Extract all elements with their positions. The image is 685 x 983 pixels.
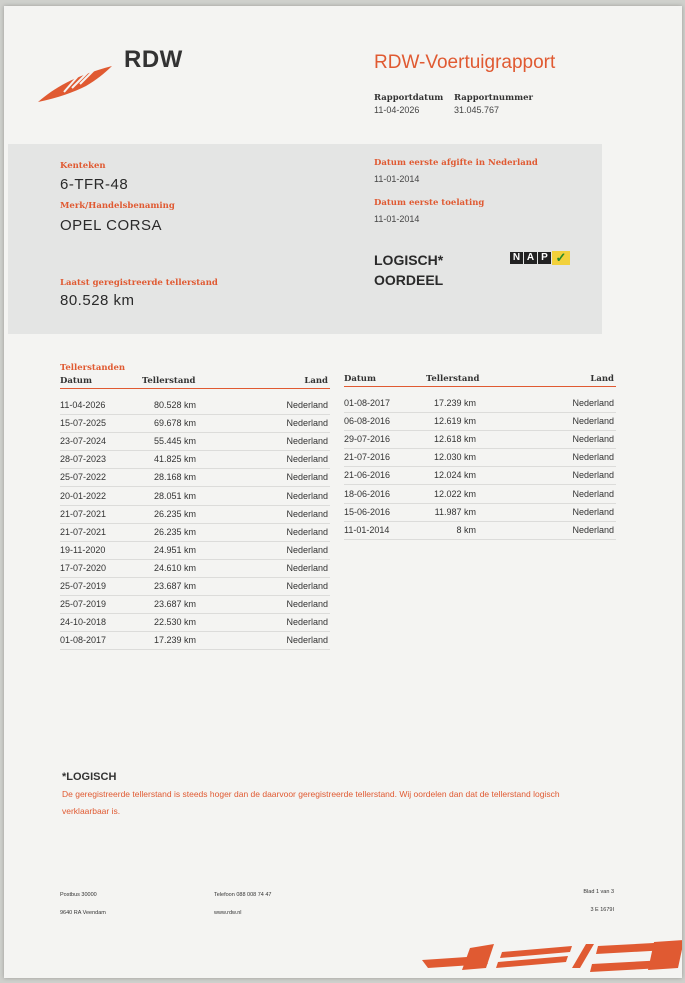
right-col-country: Land	[590, 374, 614, 384]
left-row-date-4: 25-07-2022	[60, 472, 107, 483]
right-row-row-divider	[344, 539, 616, 540]
left-row-reading-10: 23.687 km	[153, 581, 196, 591]
rdw-stripes-decoration-icon	[422, 938, 682, 974]
left-row-country-5: Nederland	[286, 490, 328, 501]
verdict-line2: OORDEEL	[374, 272, 444, 288]
left-row-country-11: Nederland	[286, 599, 328, 610]
right-row-country-6: Nederland	[572, 506, 614, 517]
left-row-reading-3: 41.825 km	[153, 454, 196, 465]
left-row-date-12: 24-10-2018	[60, 617, 107, 628]
first-admission-label: Datum eerste toelating	[374, 198, 485, 208]
right-row-date-3: 21-07-2016	[344, 452, 391, 463]
left-row-row-divider	[60, 577, 330, 578]
left-row-date-3: 28-07-2023	[60, 454, 107, 465]
left-row-date-6: 21-07-2021	[60, 508, 107, 519]
left-row-row-divider	[60, 450, 330, 451]
odometer-title: Tellerstanden	[60, 363, 126, 373]
left-row-date-11: 25-07-2019	[60, 599, 107, 610]
left-row-date-1: 15-07-2025	[60, 418, 107, 429]
left-row-country-8: Nederland	[286, 544, 328, 555]
right-row-row-divider	[344, 503, 616, 504]
left-col-date: Datum	[60, 376, 92, 386]
right-col-reading: Tellerstand	[426, 374, 480, 384]
left-row-reading-7: 26.235 km	[153, 526, 196, 537]
left-row-row-divider	[60, 631, 330, 632]
nap-check-icon: ✓	[552, 251, 570, 265]
left-row-country-1: Nederland	[286, 418, 328, 429]
right-row-country-1: Nederland	[572, 416, 614, 427]
footer-phone: Telefoon 088 008 74 47	[214, 892, 272, 898]
left-row-country-7: Nederland	[286, 526, 328, 537]
left-row-row-divider	[60, 432, 330, 433]
left-row-reading-4: 28.168 km	[153, 472, 196, 483]
right-row-country-2: Nederland	[572, 434, 614, 445]
right-row-row-divider	[344, 430, 616, 431]
right-row-country-0: Nederland	[572, 398, 614, 408]
left-row-date-8: 19-11-2020	[60, 544, 106, 555]
right-col-date: Datum	[344, 374, 376, 384]
right-row-country-3: Nederland	[572, 452, 614, 463]
left-row-reading-13: 17.239 km	[153, 635, 196, 646]
left-row-country-12: Nederland	[286, 617, 328, 628]
verdict-line1: LOGISCH*	[374, 252, 444, 268]
right-row-reading-7: 8 km	[456, 524, 476, 535]
left-row-row-divider	[60, 613, 330, 614]
note-text: De geregistreerde tellerstand is steeds hoger dan de daarvoor geregistreerde tellerstand. Wij oordelen dan dat de tellerstand logisch verklaarbaar is.	[62, 789, 560, 816]
report-date: 11-04-2026	[374, 105, 420, 115]
left-row-country-9: Nederland	[286, 562, 328, 573]
note-title: *LOGISCH	[62, 771, 117, 783]
right-row-date-1: 06-08-2016	[344, 416, 391, 427]
make-value: OPEL CORSA	[60, 217, 162, 234]
first-issue-nl-value: 11-01-2014	[374, 174, 420, 184]
left-row-country-10: Nederland	[286, 581, 328, 591]
report-page	[4, 6, 682, 978]
left-row-country-3: Nederland	[286, 454, 328, 465]
footer-website: www.rdw.nl	[214, 910, 242, 916]
left-col-reading: Tellerstand	[142, 376, 196, 386]
right-row-country-7: Nederland	[572, 524, 614, 535]
right-row-reading-0: 17.239 km	[433, 398, 476, 408]
first-issue-nl-label: Datum eerste afgifte in Nederland	[374, 158, 538, 168]
left-row-reading-0: 80.528 km	[153, 400, 196, 410]
left-col-country: Land	[304, 376, 328, 386]
left-row-country-6: Nederland	[286, 508, 328, 519]
left-row-row-divider	[60, 541, 330, 542]
right-row-date-7: 11-01-2014	[344, 524, 390, 535]
left-row-reading-1: 69.678 km	[153, 418, 196, 429]
right-row-date-6: 15-06-2016	[344, 506, 391, 517]
nap-letter-a: A	[524, 252, 537, 264]
left-row-row-divider	[60, 468, 330, 469]
logo-text: RDW	[124, 46, 183, 73]
footer-postbus: Postbus 30000	[60, 892, 97, 898]
footer-address: 9640 RA Veendam	[60, 910, 106, 916]
left-row-country-4: Nederland	[286, 472, 328, 483]
left-row-row-divider	[60, 414, 330, 415]
left-row-row-divider	[60, 486, 330, 487]
right-row-row-divider	[344, 412, 616, 413]
left-row-reading-5: 28.051 km	[153, 490, 196, 501]
left-row-date-13: 01-08-2017	[60, 635, 107, 646]
right-row-row-divider	[344, 521, 616, 522]
right-row-country-5: Nederland	[572, 488, 614, 499]
right-row-country-4: Nederland	[572, 470, 614, 481]
first-admission-value: 11-01-2014	[374, 214, 420, 224]
right-row-date-2: 29-07-2016	[344, 434, 391, 445]
left-row-reading-6: 26.235 km	[153, 508, 196, 519]
left-row-reading-9: 24.610 km	[153, 562, 196, 573]
rdw-feather-logo-icon	[34, 58, 120, 106]
left-row-row-divider	[60, 523, 330, 524]
plate-label: Kenteken	[60, 161, 106, 171]
right-row-date-0: 01-08-2017	[344, 398, 391, 408]
report-title: RDW-Voertuigrapport	[374, 52, 556, 73]
right-row-reading-5: 12.022 km	[433, 488, 476, 499]
right-row-row-divider	[344, 466, 616, 467]
left-row-row-divider	[60, 595, 330, 596]
right-row-date-4: 21-06-2016	[344, 470, 391, 481]
left-row-country-0: Nederland	[286, 400, 328, 410]
mileage-value: 80.528 km	[60, 292, 135, 309]
right-row-reading-3: 12.030 km	[433, 452, 476, 463]
plate-value: 6-TFR-48	[60, 176, 129, 193]
report-number-label: Rapportnummer	[454, 93, 533, 103]
report-number: 31.045.767	[454, 105, 500, 115]
left-row-row-divider	[60, 649, 330, 650]
left-row-date-0: 11-04-2026	[60, 400, 106, 410]
right-row-reading-4: 12.024 km	[433, 470, 476, 481]
right-row-row-divider	[344, 484, 616, 485]
footer-page: Blad 1 van 3	[583, 889, 614, 895]
nap-letter-p: P	[538, 252, 551, 264]
verdict	[374, 250, 443, 290]
left-row-country-2: Nederland	[286, 436, 328, 447]
left-row-date-5: 20-01-2022	[60, 490, 107, 501]
right-row-reading-1: 12.619 km	[433, 416, 476, 427]
left-row-date-2: 23-07-2024	[60, 436, 107, 447]
left-row-row-divider	[60, 505, 330, 506]
left-row-row-divider	[60, 559, 330, 560]
right-row-row-divider	[344, 448, 616, 449]
right-row-date-5: 18-06-2016	[344, 488, 391, 499]
left-row-country-13: Nederland	[286, 635, 328, 646]
right-row-reading-2: 12.618 km	[433, 434, 476, 445]
left-row-reading-11: 23.687 km	[153, 599, 196, 610]
nap-logo	[510, 251, 570, 265]
left-row-date-9: 17-07-2020	[60, 562, 107, 573]
left-row-reading-8: 24.951 km	[153, 544, 196, 555]
right-row-reading-6: 11.987 km	[434, 506, 476, 517]
nap-letter-n: N	[510, 252, 523, 264]
left-row-date-10: 25-07-2019	[60, 581, 107, 591]
left-header-rule	[60, 388, 330, 389]
left-row-date-7: 21-07-2021	[60, 526, 107, 537]
left-row-reading-12: 22.530 km	[153, 617, 196, 628]
make-label: Merk/Handelsbenaming	[60, 201, 175, 211]
mileage-label: Laatst geregistreerde tellerstand	[60, 278, 218, 288]
footer-code: 3 E 1679I	[590, 907, 614, 913]
report-date-label: Rapportdatum	[374, 93, 444, 103]
left-row-reading-2: 55.445 km	[153, 436, 196, 447]
right-header-rule	[344, 386, 616, 387]
